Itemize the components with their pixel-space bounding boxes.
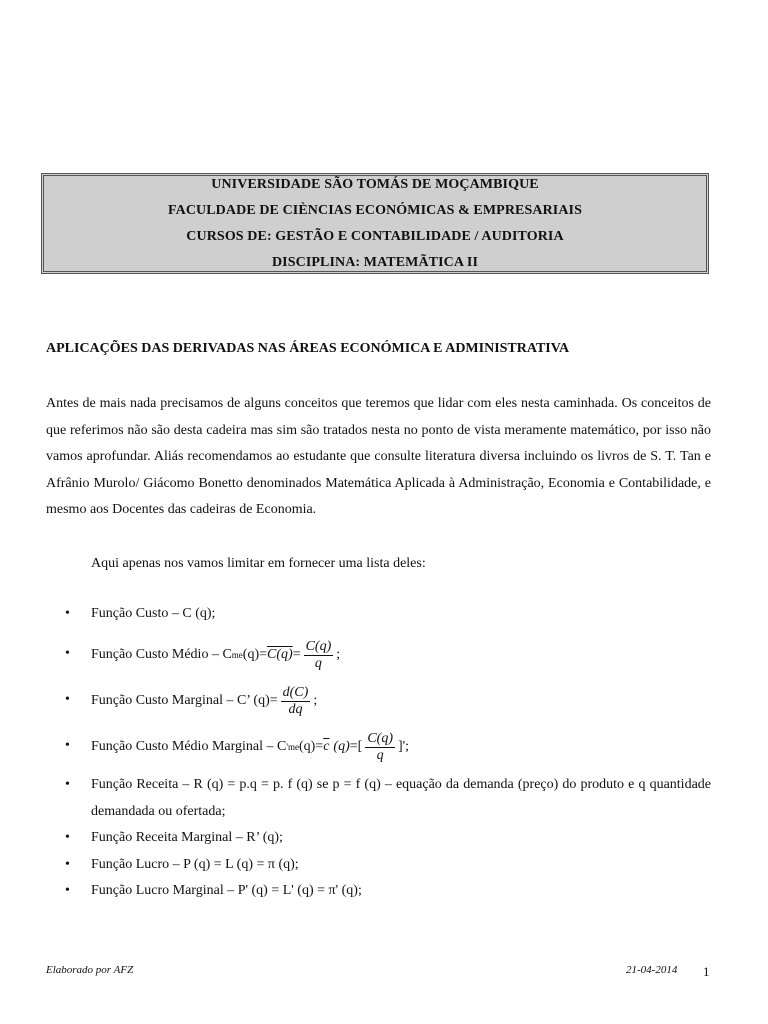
list-item bbox=[46, 606, 711, 632]
page-number: 1 bbox=[703, 964, 710, 979]
footer-author: Elaborado por AFZ bbox=[46, 964, 134, 976]
revenue-function: Função Receita – R (q) = p.q = p. f (q) se p = f (q) – equação da demanda (preço) do produto e q quantidade demandada ou ofertada; bbox=[91, 777, 711, 819]
fraction-numerator: d(C) bbox=[282, 684, 309, 700]
bullet-icon: • bbox=[65, 692, 70, 707]
average-cost-sub: me bbox=[231, 650, 243, 660]
list-item bbox=[46, 678, 711, 724]
list-item bbox=[46, 825, 711, 852]
bullet-icon: • bbox=[65, 738, 70, 753]
concepts-list bbox=[46, 606, 711, 905]
average-cost-label: Função Custo Médio – C bbox=[91, 647, 232, 662]
average-cost-eq: = bbox=[292, 647, 301, 662]
marginal-average-cost-end: ]'; bbox=[397, 739, 410, 754]
fraction-numerator: C(q) bbox=[305, 638, 332, 654]
fraction-denominator: dq bbox=[288, 701, 303, 717]
marginal-cost-end: ; bbox=[313, 693, 318, 708]
cost-function: Função Custo – C (q); bbox=[91, 606, 216, 621]
bullet-icon: • bbox=[65, 856, 70, 872]
average-cost-end: ; bbox=[336, 647, 341, 662]
marginal-revenue-function: Função Receita Marginal – R’ (q); bbox=[91, 830, 283, 845]
university-name: UNIVERSIDADE SÃO TOMÁS DE MOÇAMBIQUE bbox=[211, 176, 539, 192]
marginal-average-cost-label: Função Custo Médio Marginal – C bbox=[91, 739, 287, 754]
intro-line: Aqui apenas nos vamos limitar em fornecer uma lista deles: bbox=[91, 556, 426, 571]
marginal-average-cost-mid: (q)= bbox=[298, 739, 324, 754]
courses-line: CURSOS DE: GESTÃO E CONTABILIDADE / AUDITORIA bbox=[186, 228, 564, 244]
marginal-average-cost-cbar: $\overline{c}$ bbox=[323, 739, 330, 754]
header-box bbox=[41, 173, 709, 274]
fraction-numerator: C(q) bbox=[367, 730, 393, 746]
profit-function: Função Lucro – P (q) = L (q) = π (q); bbox=[91, 856, 299, 872]
marginal-cost-label: Função Custo Marginal – C’ (q)= bbox=[91, 693, 278, 708]
section-title: APLICAÇÕES DAS DERIVADAS NAS ÁREAS ECONÓMICA E ADMINISTRATIVA bbox=[46, 341, 570, 356]
list-item bbox=[46, 878, 711, 905]
average-cost-mid: (q)= bbox=[242, 647, 268, 662]
marginal-average-cost-sup: ' bbox=[286, 742, 288, 752]
marginal-average-cost-q: (q) bbox=[333, 739, 350, 754]
discipline-line: DISCIPLINA: MATEMÃTICA II bbox=[271, 254, 479, 270]
bullet-icon: • bbox=[65, 883, 70, 898]
marginal-cost-fraction bbox=[281, 685, 311, 718]
marginal-average-cost-sub: me bbox=[287, 742, 299, 752]
footer-date: 21-04-2014 bbox=[626, 964, 678, 976]
bullet-icon: • bbox=[65, 777, 70, 792]
marginal-average-cost-open: =[ bbox=[349, 739, 363, 754]
bullet-icon: • bbox=[65, 606, 70, 621]
average-cost-cbar: C(q) bbox=[267, 647, 293, 662]
fraction-denominator: q bbox=[376, 747, 384, 763]
bullet-icon: • bbox=[65, 830, 70, 845]
bullet-icon: • bbox=[65, 646, 70, 661]
marginal-profit-function: Função Lucro Marginal – P' (q) = L' (q) = π' (q); bbox=[91, 883, 362, 898]
fraction-denominator: q bbox=[314, 655, 322, 671]
list-item bbox=[46, 852, 711, 879]
list-item bbox=[46, 724, 711, 770]
body-paragraph: Antes de mais nada precisamos de alguns conceitos que teremos que lidar com eles nesta caminhada. Os conceitos de que referimos não são desta cadeira mas sim são tratados nesta no ponto de vista meramente matemático, por isso não vamos aprofundar. Aliás recomendamos ao estudante que consulte literatura diversa incluindo os livros de S. T. Tan e Afrânio Murolo/ Giácomo Bonetto denominados Matemática Aplicada à Administração, Economia e Contabilidade, e mesmo aos Docentes das cadeiras de Economia. bbox=[46, 396, 711, 517]
marginal-average-cost-fraction bbox=[365, 731, 395, 764]
list-item bbox=[46, 772, 711, 825]
faculty-name: FACULDADE DE CIÈNCIAS ECONÓMICAS & EMPRESARIAIS bbox=[168, 202, 582, 218]
average-cost-fraction bbox=[304, 639, 334, 672]
list-item bbox=[46, 632, 711, 678]
